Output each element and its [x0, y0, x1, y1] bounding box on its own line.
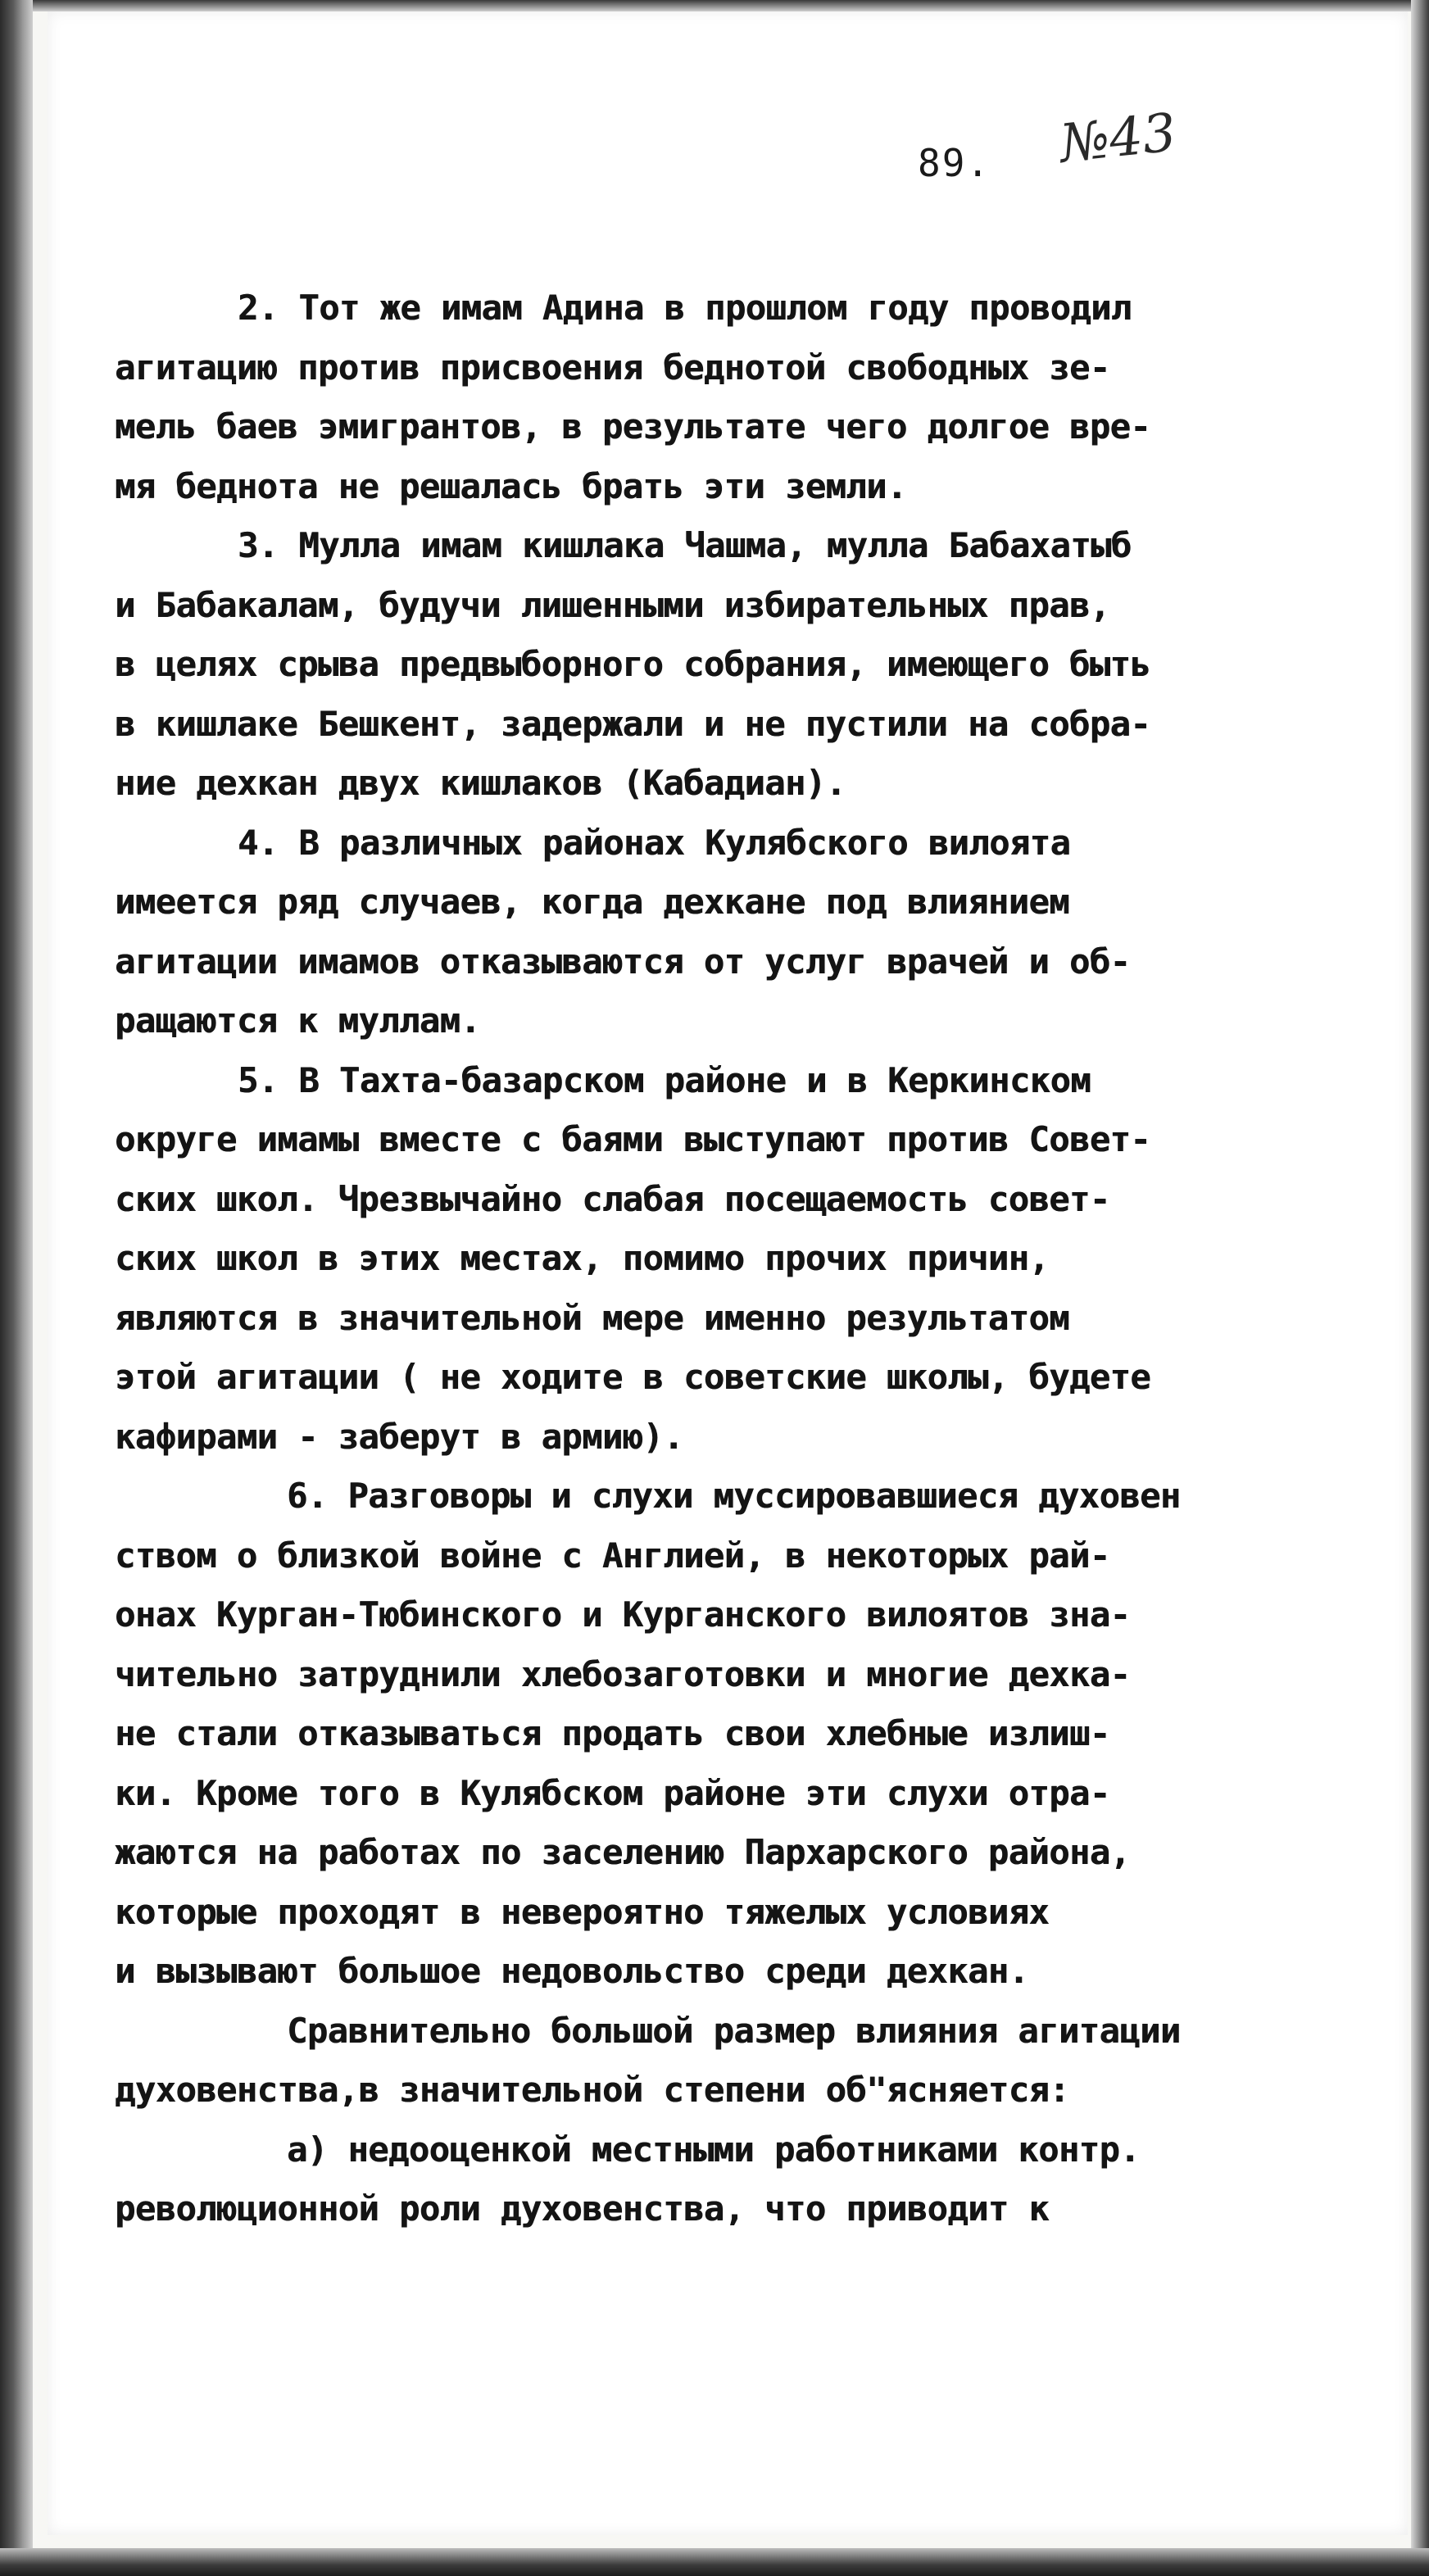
text-line: ством о близкой войне с Англией, в некоторых рай- [115, 1535, 1110, 1576]
text-line: ращаются к муллам. [115, 1000, 481, 1041]
text-line: 6. Разговоры и слухи муссировавшиеся духовен [287, 1476, 1181, 1516]
text-line: округе имамы вместе с баями выступают против Совет- [115, 1119, 1151, 1159]
paragraph-5 [115, 1051, 1188, 1467]
text-line: которые проходят в невероятно тяжелых условиях [115, 1891, 1050, 1932]
text-line: агитацию против присвоения беднотой свободных зе- [115, 347, 1110, 388]
text-line: чительно затруднили хлебозаготовки и многие дехка- [115, 1653, 1131, 1694]
text-line: в целях срыва предвыборного собрания, имеющего быть [115, 644, 1151, 684]
text-line: ских школ. Чрезвычайно слабая посещаемость совет- [115, 1178, 1110, 1219]
text-line: и Бабакалам, будучи лишенными избирательных прав, [115, 584, 1110, 625]
text-line: не стали отказываться продать свои хлебные излиш- [115, 1713, 1110, 1753]
text-line: ние дехкан двух кишлаков (Кабадиан). [115, 763, 846, 803]
text-line: ских школ в этих местах, помимо прочих причин, [115, 1238, 1050, 1278]
text-line: и вызывают большое недовольство среди дехкан. [115, 1951, 1029, 1991]
text-line: в кишлаке Бешкент, задержали и не пустили на собра- [115, 703, 1151, 744]
text-line: являются в значительной мере именно результатом [115, 1297, 1069, 1338]
text-line: 3. Мулла имам кишлака Чашма, мулла Бабахатыб [238, 525, 1132, 565]
page-number: 89. [918, 141, 991, 185]
text-line: 4. В различных районах Кулябского вилоята [238, 822, 1071, 863]
text-line: агитации имамов отказываются от услуг врачей и об- [115, 941, 1131, 982]
scan-left-edge [0, 0, 33, 2576]
text-line: имеется ряд случаев, когда дехкане под влиянием [115, 882, 1069, 922]
text-line: кафирами - заберут в армию). [115, 1416, 684, 1457]
text-line: этой агитации ( не ходите в советские школы, будете [115, 1357, 1151, 1397]
text-line: а) недооценкой местными работниками контр. [287, 2129, 1141, 2170]
handwritten-archive-number: №43 [1057, 102, 1179, 175]
text-line: онах Курган-Тюбинского и Курганского вилоятов зна- [115, 1594, 1131, 1635]
paragraph-6 [115, 1467, 1188, 2002]
scan-top-edge [0, 0, 1429, 11]
scan-right-edge [1411, 0, 1429, 2576]
text-line: 5. В Тахта-базарском районе и в Керкинском [238, 1059, 1091, 1100]
text-line: мель баев эмигрантов, в результате чего долгое вре- [115, 406, 1151, 447]
document-body [115, 279, 1188, 2239]
text-line: духовенства,в значительной степени об"ясняется: [115, 2070, 1069, 2110]
text-line: жаются на работах по заселению Пархарского района, [115, 1832, 1131, 1872]
scan-bottom-edge [0, 2548, 1429, 2576]
text-line: революционной роли духовенства, что приводит к [115, 2188, 1050, 2229]
text-line: мя беднота не решалась брать эти земли. [115, 465, 907, 506]
paragraph-7 [115, 2002, 1188, 2120]
paragraph-4 [115, 814, 1188, 1051]
paragraph-8 [115, 2120, 1188, 2239]
paragraph-2 [115, 279, 1188, 516]
text-line: ки. Кроме того в Кулябском районе эти слухи отра- [115, 1772, 1110, 1813]
paragraph-3 [115, 516, 1188, 814]
text-line: Сравнительно большой размер влияния агитации [287, 2010, 1181, 2051]
text-line: 2. Тот же имам Адина в прошлом году проводил [238, 288, 1132, 328]
